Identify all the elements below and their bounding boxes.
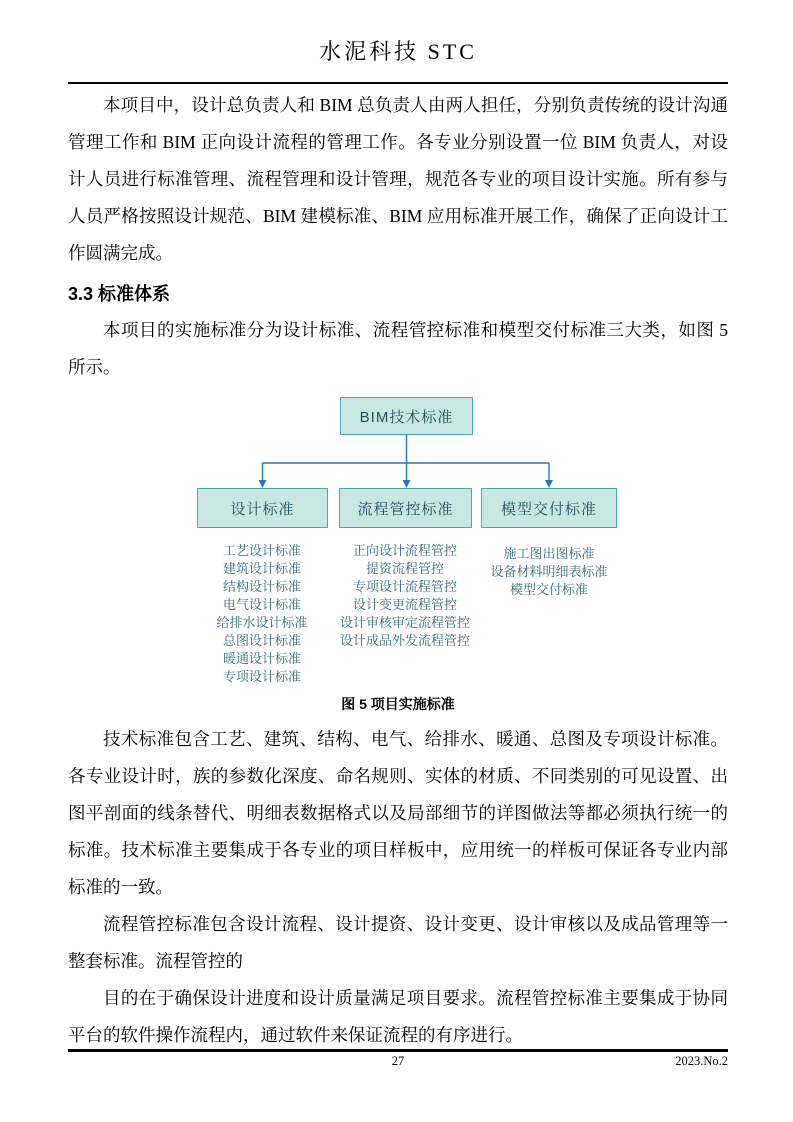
diagram-list-item: 模型交付标准 — [509, 582, 588, 597]
paragraph-3: 技术标准包含工艺、建筑、结构、电气、给排水、暖通、总图及专项设计标准。各专业设计时，族的参数化深度、命名规则、实体的材质、不同类别的可见设置、出图平剖面的线条替代、明细表数据格式以及局部细节的详图做法等都必须执行统一的标准。技术标准主要集成于各专业的项目样板中，应用统一的样板可保证各专业内部标准的一致。 — [68, 729, 728, 897]
paragraph-4: 流程管控标准包含设计流程、设计提资、设计变更、设计审核以及成品管理等一整套标准。流程管控的 — [68, 914, 728, 971]
page-header — [68, 36, 728, 84]
diagram-list-item: 给排水设计标准 — [216, 615, 308, 630]
diagram-list-item: 设计审核审定流程管控 — [339, 615, 470, 630]
diagram-list-item: 设计变更流程管控 — [352, 597, 457, 612]
diagram-list-item: 设备材料明细表标准 — [490, 564, 608, 579]
diagram-list-item: 专项设计标准 — [222, 669, 301, 684]
page-number: 27 — [391, 1054, 405, 1068]
footer-rule — [68, 1049, 728, 1052]
diagram-list-item: 正向设计流程管控 — [352, 543, 457, 558]
diagram-root-box: BIM技术标准 — [340, 397, 473, 435]
paragraph-1: 本项目中，设计总负责人和 BIM 总负责人由两人担任，分别负责传统的设计沟通管理工作和 BIM 正向设计流程的管理工作。各专业分别设置一位 BIM 负责人，对设计人员进行标准管理、流程管理和设计管理，规范各专业的项目设计实施。所有参与人员严格按照设计规范、BIM 建模标准、BIM 应用标准开展工作，确保了正向设计工作圆满完成。 — [68, 95, 728, 263]
paragraph-2: 本项目的实施标准分为设计标准、流程管控标准和模型交付标准三大类，如图 5 所示。 — [68, 320, 728, 377]
journal-title: 水泥科技 STC — [319, 39, 477, 64]
diagram-branch-box-design: 设计标准 — [197, 488, 328, 528]
figure-caption: 图 5 项目实施标准 — [341, 696, 455, 712]
diagram-list-delivery — [439, 545, 659, 599]
diagram-list-item: 工艺设计标准 — [222, 543, 301, 558]
diagram-list-item: 总图设计标准 — [222, 633, 301, 648]
diagram-list-item: 结构设计标准 — [222, 579, 301, 594]
diagram-list-item: 暖通设计标准 — [222, 651, 301, 666]
section-heading-3-3: 3.3 标准体系 — [68, 284, 171, 304]
figure-5-diagram — [68, 392, 728, 688]
page-footer — [68, 1049, 728, 1072]
diagram-branch-box-delivery: 模型交付标准 — [481, 488, 617, 528]
diagram-list-item: 施工图出图标准 — [503, 546, 595, 561]
paragraph-5: 目的在于确保设计进度和设计质量满足项目要求。流程管控标准主要集成于协同平台的软件操作流程内，通过软件来保证流程的有序进行。 — [68, 988, 728, 1045]
diagram-list-item: 提资流程管控 — [365, 561, 444, 576]
issue-label: 2023.No.2 — [675, 1054, 728, 1068]
header-rule — [68, 82, 728, 84]
diagram-list-item: 设计成品外发流程管控 — [339, 633, 470, 648]
diagram-list-item: 电气设计标准 — [222, 597, 301, 612]
diagram-list-item: 专项设计流程管控 — [352, 579, 457, 594]
diagram-list-item: 建筑设计标准 — [222, 561, 301, 576]
diagram-branch-box-process: 流程管控标准 — [339, 488, 472, 528]
footer-row — [68, 1054, 728, 1072]
